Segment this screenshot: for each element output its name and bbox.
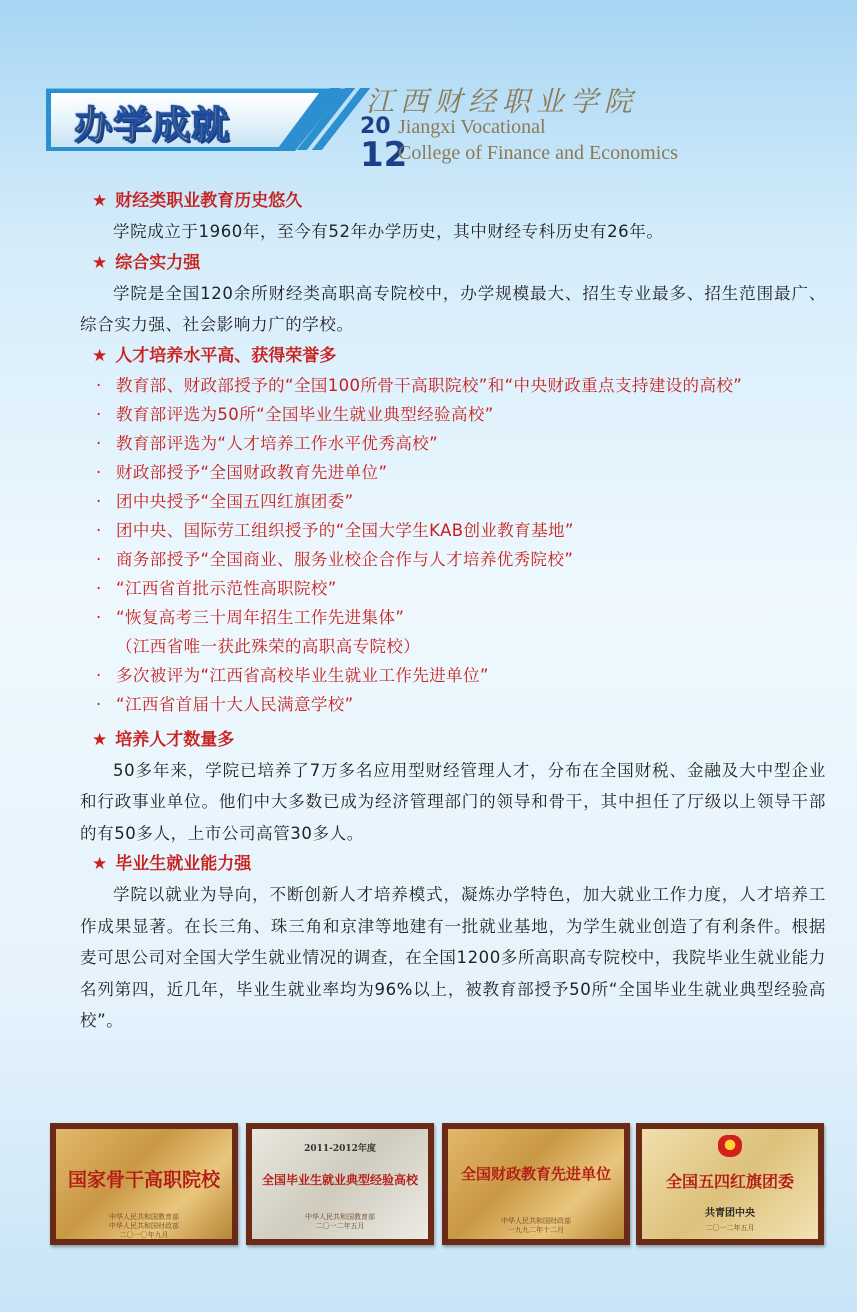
plaque-title: 全国财政教育先进单位	[460, 1165, 611, 1183]
plaque-2	[246, 1123, 434, 1245]
section-text-employment: 学院以就业为导向，不断创新人才培养模式，凝炼办学特色，加大就业工作力度，人才培养工作成果显著。在长三角、珠三角和京津等地建有一批就业基地，为学生就业创造了有利条件。根据麦可思公司对全国大学生就业情况的调查，在全国1200多所高职高专院校中，我院毕业生就业能力名列第四，近几年，毕业生就业率均为96%以上，被教育部授予50所“全国毕业生就业典型经验高校”。	[80, 885, 826, 1030]
star-icon: ★	[92, 252, 108, 273]
school-name-cn: 江西财经职业学院	[366, 85, 639, 118]
section-text-strength: 学院是全国120余所财经类高职高专院校中，办学规模最大、招生专业最多、招生范围最广、综合实力强、社会影响力广的学校。	[80, 283, 826, 334]
school-name-en-line2: College of Finance and Economics	[398, 142, 678, 164]
section-heading-honors: ★ 人才培养水平高、获得荣誉多	[92, 345, 337, 366]
plaque-issuer: 中华人民共和国教育部	[109, 1213, 179, 1221]
list-item: · 团中央授予“全国五四红旗团委”	[96, 491, 354, 511]
list-item: · 商务部授予“全国商业、服务业校企合作与人才培养优秀院校”	[96, 549, 574, 569]
youth-league-emblem-icon	[718, 1135, 742, 1157]
section-heading-employment: ★ 毕业生就业能力强	[92, 854, 252, 874]
plaque-date: 二〇一二年五月	[315, 1222, 365, 1230]
list-item: · 教育部评选为50所“全国毕业生就业典型经验高校”	[96, 404, 494, 424]
star-icon: ★	[92, 729, 108, 750]
year-bottom: 12	[360, 135, 408, 175]
plaque-date: 一九九二年十二月	[508, 1226, 564, 1234]
plaque-issuer: 中华人民共和国财政部	[501, 1217, 571, 1225]
plaque-issuer: 中华人民共和国财政部	[109, 1222, 179, 1230]
section-text-history: 学院成立于1960年，至今有52年办学历史，其中财经专科历史有26年。	[113, 222, 664, 241]
main-content	[56, 186, 826, 1037]
list-item: · 团中央、国际劳工组织授予的“全国大学生KAB创业教育基地”	[96, 520, 574, 540]
star-icon: ★	[92, 854, 108, 874]
list-item: · “江西省首届十大人民满意学校”	[96, 694, 354, 714]
school-name-en	[398, 114, 678, 166]
plaque-3	[442, 1123, 630, 1245]
star-icon: ★	[92, 191, 108, 211]
plaque-title: 国家骨干高职院校	[67, 1169, 220, 1191]
list-item-note: （江西省唯一获此殊荣的高职高专院校）	[116, 636, 421, 656]
list-item: · 教育部、财政部授予的“全国100所骨干高职院校”和“中央财政重点支持建设的高校”	[96, 375, 743, 395]
list-item: · “江西省首批示范性高职院校”	[96, 578, 337, 598]
plaque-issuer: 中华人民共和国教育部	[305, 1213, 375, 1221]
school-name-en-line1: Jiangxi Vocational	[398, 116, 546, 138]
list-item: · 财政部授予“全国财政教育先进单位”	[96, 462, 388, 482]
section-heading-history: ★ 财经类职业教育历史悠久	[92, 191, 303, 211]
plaque-date: 二〇一〇年九月	[119, 1231, 169, 1239]
section-text-talent: 50多年来，学院已培养了7万多名应用型财经管理人才，分布在全国财税、金融及大中型企业和行政事业单位。他们中大多数已成为经济管理部门的领导和骨干，其中担任了厅级以上领导干部的有50多人，上市公司高管30多人。	[80, 760, 826, 843]
star-icon: ★	[92, 345, 108, 366]
list-item: · 教育部评选为“人才培养工作水平优秀高校”	[96, 433, 439, 453]
year-top: 20	[360, 114, 391, 139]
banner-title: 办学成就	[74, 103, 231, 147]
list-item: · “恢复高考三十周年招生工作先进集体” （江西省唯一获此殊荣的高职高专院校）	[96, 603, 826, 661]
section-heading-talent: ★ 培养人才数量多	[92, 729, 235, 750]
plaque-4	[636, 1123, 824, 1245]
section-heading-strength: ★ 综合实力强	[92, 252, 201, 273]
plaque-issuer: 共青团中央	[705, 1208, 755, 1219]
plaque-title: 全国五四红旗团委	[665, 1172, 794, 1191]
plaque-gallery	[50, 1123, 820, 1247]
plaque-year: 2011-2012年度	[304, 1144, 376, 1154]
plaque-title: 全国毕业生就业典型经验高校	[261, 1173, 418, 1187]
plaque-1	[50, 1123, 238, 1245]
list-item: · 多次被评为“江西省高校毕业生就业工作先进单位”	[96, 665, 489, 685]
honor-list	[56, 371, 826, 719]
plaque-date: 二〇一二年五月	[705, 1224, 755, 1232]
